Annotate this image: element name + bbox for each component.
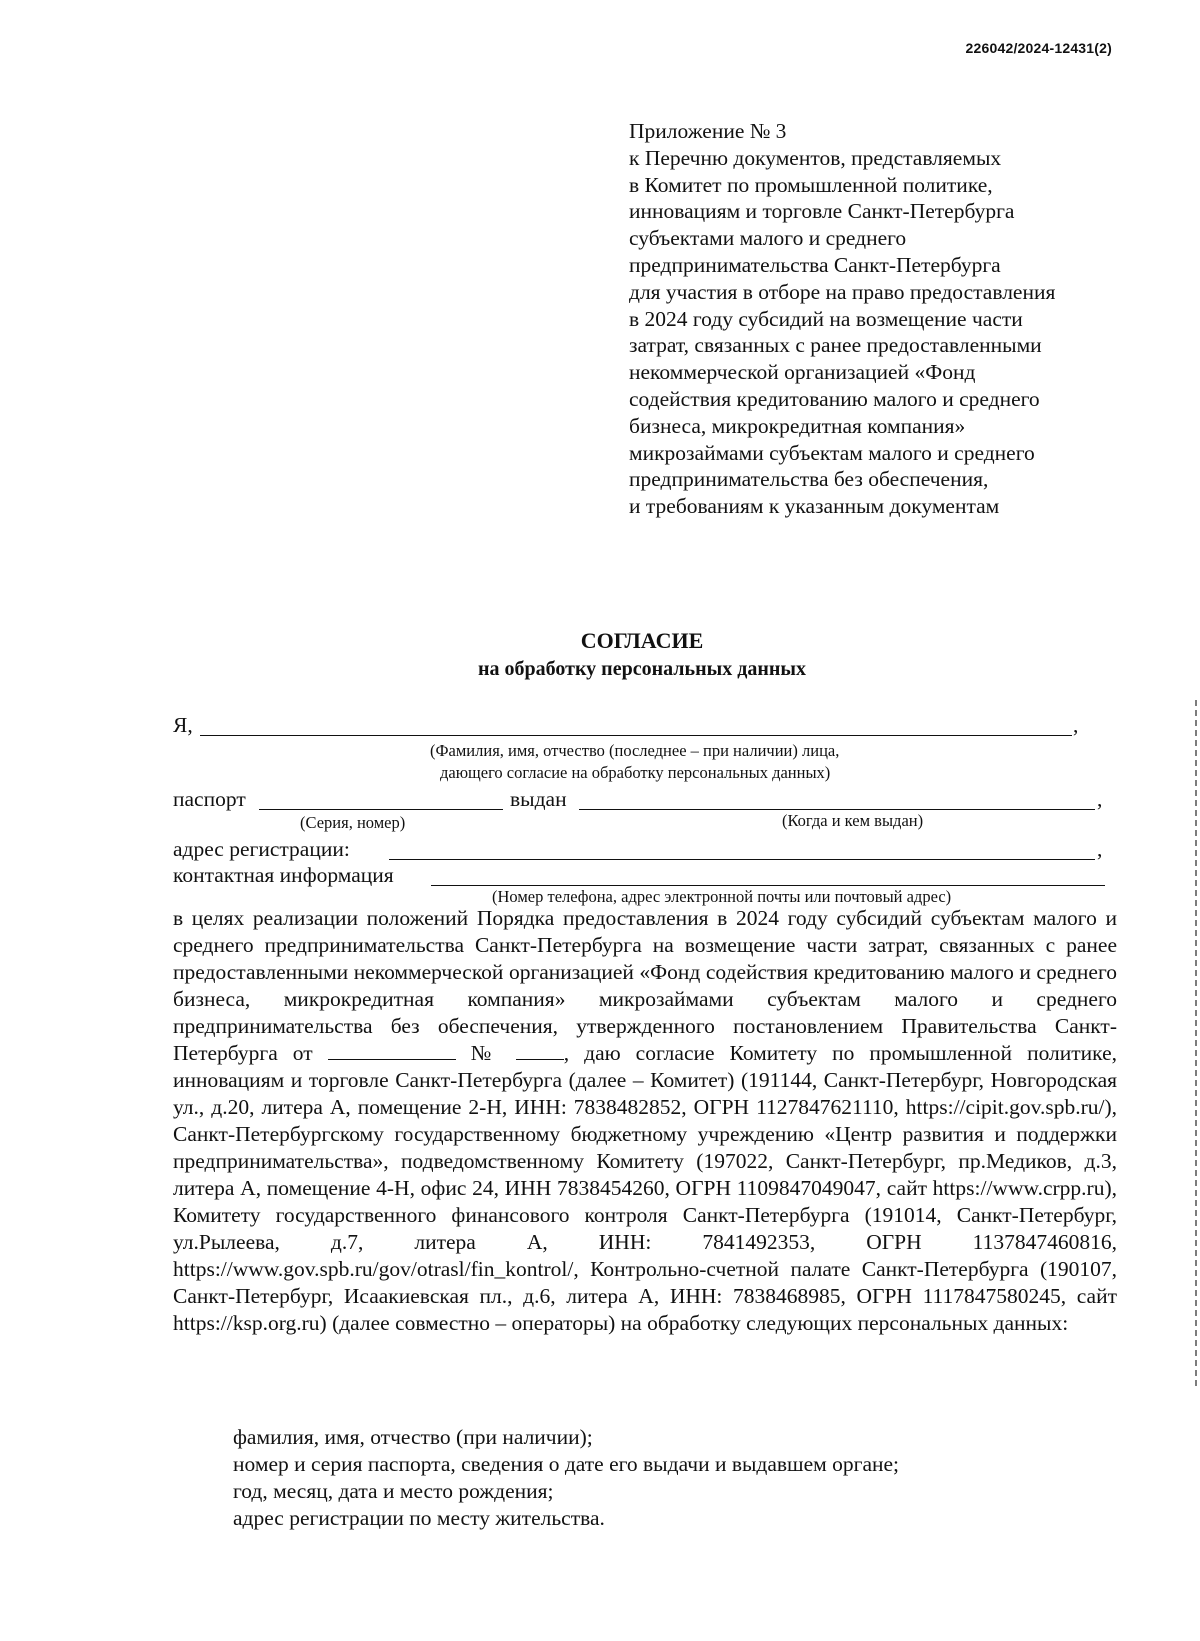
annex-line: к Перечню документов, представляемых: [629, 145, 1002, 170]
scan-edge-artifact: [1195, 700, 1197, 1390]
title-main: СОГЛАСИЕ: [580, 628, 704, 653]
consent-body: [173, 905, 1117, 1337]
annex-header: [629, 118, 1129, 520]
document-number: 226042/2024-12431(2): [965, 40, 1112, 56]
annex-line: субъектами малого и среднего: [629, 226, 907, 251]
passport-hint: (Серия, номер): [300, 813, 406, 832]
annex-line: Приложение № 3: [629, 119, 787, 143]
annex-line: и требованиям к указанным документам: [629, 494, 1000, 519]
name-field-line[interactable]: [200, 735, 1072, 736]
list-item: год, месяц, дата и место рождения;: [233, 1479, 554, 1503]
address-label: адрес регистрации:: [173, 837, 350, 861]
comma: ,: [1097, 787, 1103, 811]
name-row: [173, 712, 1105, 740]
contact-hint: (Номер телефона, адрес электронной почты или почтовый адрес): [492, 887, 952, 906]
address-field-line[interactable]: [389, 859, 1095, 860]
passport-field-line[interactable]: [259, 809, 503, 810]
issued-label: выдан: [510, 787, 567, 811]
list-item: фамилия, имя, отчество (при наличии);: [233, 1425, 593, 1449]
consent-paragraph: [173, 905, 1117, 1337]
passport-label: паспорт: [173, 787, 246, 811]
annex-line: микрозаймами субъектам малого и среднего: [629, 440, 1035, 465]
name-hint-2: дающего согласие на обработку персональных данных): [440, 763, 831, 782]
comma: ,: [1097, 837, 1103, 861]
number-sign: №: [470, 1041, 501, 1065]
annex-line: для участия в отборе на право предоставления: [629, 279, 1056, 304]
consent-text-part2: , даю согласие Комитету по промышленной политике, инновациям и торговле Санкт-Петербурга (далее – Комитет) (191144, Санкт-Петербург, Новгородская ул., д.20, литера А, помещение 2-Н, ИНН: 7838482852, ОГРН 1127847621110, https://cipit.gov.spb.ru/), Санкт-Петербургскому государственному бюджетному учреждению «Центр развития и поддержки предпринимательства», подведомственному Комитету (197022, Санкт-Петербург, пр.Медиков, д.3, литера А, помещение 4-Н, офис 24, ИНН 7838454260, ОГРН 1109847049047, сайт https://www.crpp.ru), Комитету государственного финансового контроля Санкт-Петербурга (191014, Санкт-Петербург, ул.Рылеева, д.7, литера А, ИНН: 7841492353, ОГРН 1137847460816, https://www.gov.spb.ru/gov/otrasl/fin_kontrol/, Контрольно-счетной палате Санкт-Петербурга (190107, Санкт-Петербург, Исаакиевская пл., д.6, литера А, ИНН: 7838468985, ОГРН 1117847580245, сайт https://ksp.org.ru) (далее совместно – операторы) на обработку следующих персональных данных:: [173, 1041, 1117, 1335]
decree-date-blank[interactable]: [328, 1041, 456, 1060]
list-item: номер и серия паспорта, сведения о дате его выдачи и выдавшем органе;: [233, 1452, 900, 1476]
issued-hint: (Когда и кем выдан): [782, 811, 924, 830]
consent-text-part1: в целях реализации положений Порядка предоставления в 2024 году субсидий субъектам малого и среднего предпринимательства Санкт-Петербурга на возмещение части затрат, связанных с ранее предоставленными некоммерческой организацией «Фонд содействия кредитованию малого и среднего бизнеса, микрокредитная компания» микрозаймами субъектам малого и среднего предпринимательства без обеспечения, утвержденного постановлением Правительства Санкт-Петербурга от: [173, 906, 1117, 1065]
contact-label: контактная информация: [173, 863, 394, 887]
annex-line: некоммерческой организацией «Фонд: [629, 360, 976, 385]
annex-line: инновациям и торговле Санкт-Петербурга: [629, 199, 1015, 224]
address-row: [173, 836, 1105, 864]
personal-data-list: [233, 1424, 899, 1532]
annex-line: в Комитет по промышленной политике,: [629, 172, 993, 197]
annex-line: предпринимательства без обеспечения,: [629, 467, 989, 492]
document-title: [0, 627, 1200, 683]
title-sub: на обработку персональных данных: [478, 658, 806, 680]
i-label: Я,: [173, 713, 193, 737]
annex-line: содействия кредитованию малого и среднего: [629, 386, 1040, 411]
name-hint-1: (Фамилия, имя, отчество (последнее – при наличии) лица,: [430, 741, 840, 760]
decree-number-blank[interactable]: [516, 1041, 564, 1060]
annex-line: бизнеса, микрокредитная компания»: [629, 413, 966, 438]
annex-line: затрат, связанных с ранее предоставленными: [629, 333, 1042, 358]
list-item: адрес регистрации по месту жительства.: [233, 1506, 605, 1530]
annex-line: в 2024 году субсидий на возмещение части: [629, 306, 1023, 331]
annex-line: предпринимательства Санкт-Петербурга: [629, 252, 1001, 277]
comma: ,: [1073, 713, 1079, 737]
passport-row: [173, 786, 1105, 814]
